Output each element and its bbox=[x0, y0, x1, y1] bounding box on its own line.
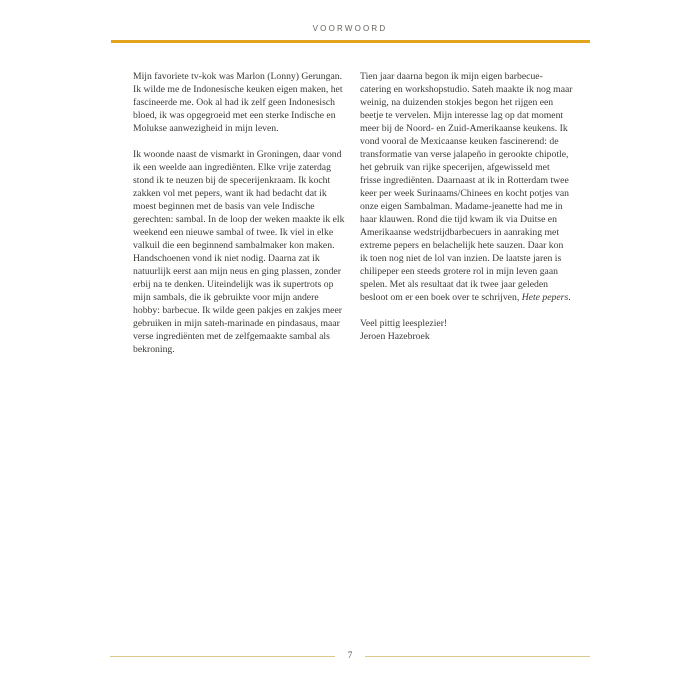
text-column-left bbox=[133, 70, 346, 369]
footer-rule-left bbox=[110, 656, 335, 657]
paragraph-text: Tien jaar daarna begon ik mijn eigen barbecue-catering en workshopstudio. Sateh maakte ik nog maar weinig, na duizenden stokjes begon het rijgen een beetje te vervelen. Mijn interesse lag op dat moment meer bij de Noord- en Zuid-Amerikaanse keukens. Ik vond vooral de Mexicaanse keuken fascinerend: de transformatie van verse jalapeño in gerookte chipotle, het gebruik van rijke specerijen, afgewisseld met frisse ingrediënten. Daarnaast at ik in Rotterdam twee keer per week Surinaams/Chinees en kocht potjes van onze eigen Sambalman. Madame-jeanette had me in haar klauwen. Rond die tijd kwam ik via Duitse en Amerikaanse wedstrijdbarbecuers in aanraking met extreme pepers en belachelijk hete sauzen. Daar kon ik toen nog niet de lol van inzien. De laatste jaren is chilipeper een steeds grotere rol in mijn leven gaan spelen. Met als resultaat dat ik twee jaar geleden besloot om er een boek over te schrijven, bbox=[360, 71, 573, 303]
closing-line: Veel pittig leesplezier! bbox=[360, 318, 448, 329]
paragraph bbox=[360, 70, 573, 304]
text-column-right bbox=[360, 70, 573, 369]
paragraph: Ik woonde naast de vismarkt in Groningen, daar vond ik een weelde aan ingrediënten. Elke vrije zaterdag stond ik te neuzen bij de specerijenkraam. Ik kocht zakken vol met pepers, want ik had bedacht dat ik moest beginnen met de basis van vele Indische gerechten: sambal. In de loop der weken maakte ik elk weekend een nieuwe sambal of twee. Ik viel in elke valkuil die een beginnend sambalmaker kon maken. Handschoenen vond ik niet nodig. Daarna zat ik natuurlijk eerst aan mijn neus en ging plassen, zonder erbij na te denken. Uiteindelijk was ik supertrots op mijn sambals, die ik gebruikte voor mijn andere hobby: barbecue. Ik wilde geen pakjes en zakjes meer gebruiken in mijn sateh-marinade en pindasaus, maar verse ingrediënten met de zelfgemaakte sambal als bekroning. bbox=[133, 149, 345, 355]
page-number: 7 bbox=[347, 651, 353, 661]
page-footer bbox=[110, 652, 590, 662]
page-header-title: VOORWOORD bbox=[312, 24, 388, 33]
header-rule bbox=[111, 40, 590, 43]
book-title-italic: Hete pepers bbox=[521, 292, 569, 303]
text-columns bbox=[133, 70, 574, 369]
signoff-block bbox=[360, 317, 573, 343]
author-signature: Jeroen Hazebroek bbox=[360, 331, 430, 342]
footer-rule-right bbox=[365, 656, 590, 657]
paragraph: Mijn favoriete tv-kok was Marlon (Lonny) Gerungan. Ik wilde me de Indonesische keuken eigen maken, het fascineerde me. Ook al had ik zelf geen Indonesisch bloed, ik was opgegroeid met een sterke Indische en Molukse aanwezigheid in mijn leven. bbox=[133, 71, 343, 134]
paragraph-text: . bbox=[568, 292, 571, 303]
